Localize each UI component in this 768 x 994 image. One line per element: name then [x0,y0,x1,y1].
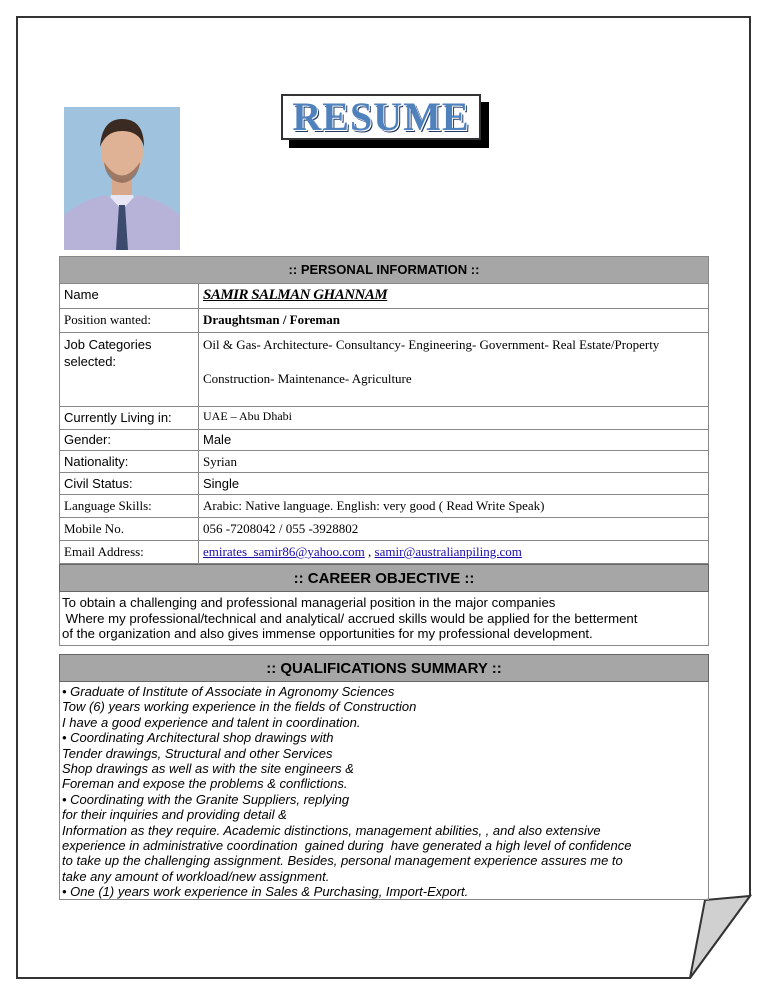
nationality-value: Syrian [199,451,709,473]
qualification-line: Information as they require. Academic distinctions, management abilities, , and also extensive [62,822,601,838]
qualification-line: • One (1) years work experience in Sales & Purchasing, Import-Export. [62,884,469,900]
job-categories-value: Oil & Gas- Architecture- Consultancy- Engineering- Government- Real Estate/Property [203,337,660,352]
job-categories-label: Job Categories selected: [60,333,199,407]
position-value: Draughtsman / Foreman [199,309,709,333]
qualification-line: • Coordinating Architectural shop drawings with [62,730,334,746]
qualifications-heading: :: QUALIFICATIONS SUMMARY :: [59,654,709,682]
nationality-label: Nationality: [60,451,199,473]
living-value: UAE – Abu Dhabi [199,407,709,430]
personal-heading: :: PERSONAL INFORMATION :: [60,257,709,284]
resume-title [281,94,485,144]
career-heading: :: CAREER OBJECTIVE :: [59,564,709,592]
qualification-line: for their inquiries and providing detail & [62,807,287,823]
table-row [60,430,709,451]
table-row [60,518,709,541]
language-label: Language Skills: [60,495,199,518]
table-row [60,284,709,309]
living-label: Currently Living in: [60,407,199,430]
table-row [60,495,709,518]
career-line: Where my professional/technical and analytical/ accrued skills would be applied for the betterment [62,610,638,626]
civil-status-value: Single [199,473,709,495]
email-link-yahoo[interactable]: emirates_samir86@yahoo.com [203,544,365,559]
career-line: To obtain a challenging and professional managerial position in the major companies [62,595,556,610]
qualifications-text [59,682,709,900]
table-row [60,473,709,495]
gender-label: Gender: [60,430,199,451]
table-row [60,407,709,430]
qualification-line: take any amount of workload/new assignment. [62,868,330,884]
qualification-line: Shop drawings as well as with the site engineers & [62,761,354,777]
qualification-line: Tender drawings, Structural and other Services [62,745,333,761]
title-text: RESUME [292,94,470,139]
position-label: Position wanted: [60,309,199,333]
qualification-line: Foreman and expose the problems & conflictions. [62,776,348,792]
personal-heading-row [60,257,709,284]
email-label: Email Address: [60,541,199,564]
career-text [59,592,709,646]
gender-value: Male [199,430,709,451]
mobile-value: 056 -7208042 / 055 -3928802 [199,518,709,541]
career-objective-section [59,564,709,646]
table-row [60,309,709,333]
personal-info-table [59,256,709,564]
qualification-line: experience in administrative coordination gained during have generated a high level of confidence [62,838,632,854]
email-separator: , [364,544,375,559]
table-row [60,451,709,473]
qualifications-section [59,654,709,900]
language-value: Arabic: Native language. English: very good ( Read Write Speak) [199,495,709,518]
career-line: of the organization and also gives immense opportunities for my professional development. [62,626,593,641]
qualification-line: to take up the challenging assignment. Besides, personal management experience assures me to [62,853,623,869]
qualification-line: Tow (6) years working experience in the fields of Construction [62,699,417,715]
email-link-australianpiling[interactable]: samir@australianpiling.com [374,544,522,559]
civil-status-label: Civil Status: [60,473,199,495]
qualification-line: • Coordinating with the Granite Suppliers, replying [62,791,350,807]
qualification-line: I have a good experience and talent in coordination. [62,714,361,730]
mobile-label: Mobile No. [60,518,199,541]
job-categories-value-2: Construction- Maintenance- Agriculture [203,371,412,386]
qualification-line: • Graduate of Institute of Associate in Agronomy Sciences [62,684,395,699]
table-row [60,333,709,407]
name-label: Name [60,284,199,309]
profile-photo [64,107,180,250]
table-row [60,541,709,564]
name-value: SAMIR SALMAN GHANNAM [203,287,388,303]
